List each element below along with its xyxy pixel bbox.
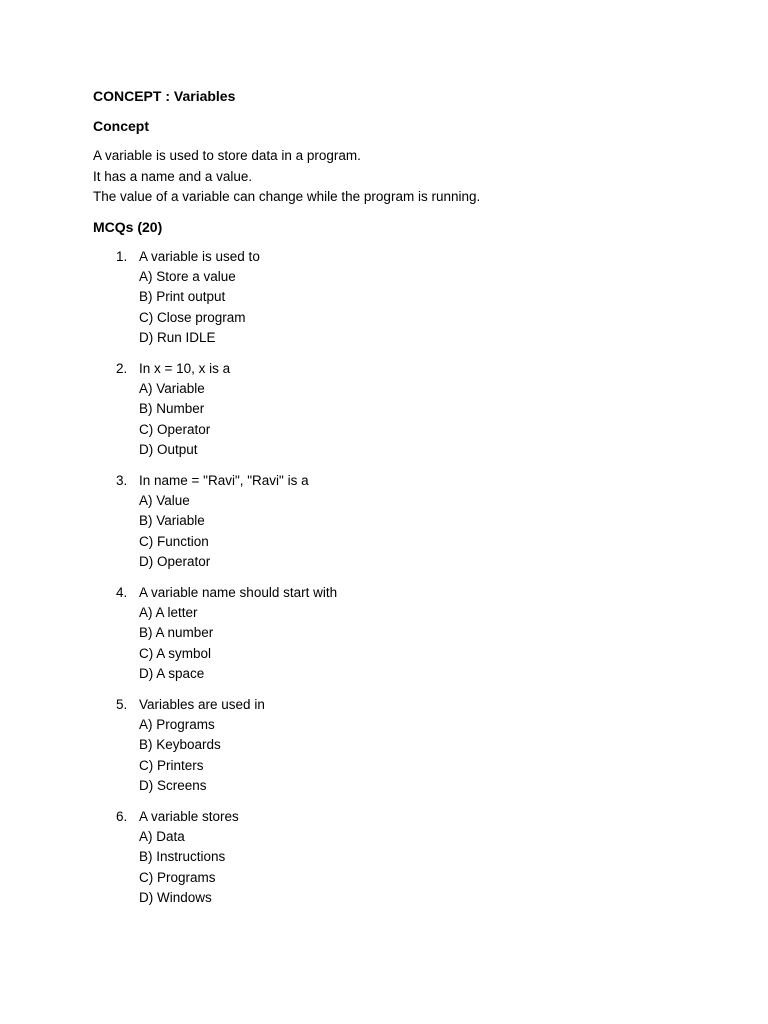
answer-option: D) Windows xyxy=(139,890,212,906)
question-list xyxy=(93,247,713,909)
answer-option: D) Output xyxy=(139,442,198,458)
question-text: Variables are used in xyxy=(139,696,265,712)
question-number: 1. xyxy=(116,248,128,264)
question-text: In name = "Ravi", "Ravi" is a xyxy=(139,472,309,488)
answer-option: A) Programs xyxy=(139,717,215,733)
question-item xyxy=(93,471,713,573)
question-text: In x = 10, x is a xyxy=(139,360,231,376)
question-item xyxy=(93,359,713,461)
answer-option: A) Value xyxy=(139,492,190,508)
answer-option: D) Run IDLE xyxy=(139,330,216,346)
answer-option: B) Number xyxy=(139,401,205,417)
question-item xyxy=(93,807,713,909)
question-text: A variable is used to xyxy=(139,248,260,264)
answer-option: C) Programs xyxy=(139,869,216,885)
answer-option: A) Store a value xyxy=(139,268,236,284)
document-page xyxy=(93,86,713,919)
question-number: 2. xyxy=(116,360,128,376)
mcq-heading: MCQs (20) xyxy=(93,218,163,235)
question-text: A variable name should start with xyxy=(139,584,338,600)
answer-option: A) Data xyxy=(139,829,185,845)
question-number: 6. xyxy=(116,808,128,824)
concept-paragraph xyxy=(93,146,713,208)
answer-option: C) Operator xyxy=(139,421,211,437)
concept-heading: Concept xyxy=(93,118,149,134)
question-number: 4. xyxy=(116,584,128,600)
concept-line: A variable is used to store data in a program. xyxy=(93,148,361,163)
concept-line: The value of a variable can change while the program is running. xyxy=(93,189,481,204)
answer-option: B) Print output xyxy=(139,289,226,305)
answer-option: B) Instructions xyxy=(139,849,226,865)
question-text: A variable stores xyxy=(139,808,239,824)
answer-option: C) Function xyxy=(139,533,209,549)
answer-option: C) A symbol xyxy=(139,645,212,661)
answer-option: D) Screens xyxy=(139,778,207,794)
page-title: CONCEPT : Variables xyxy=(93,88,236,104)
concept-line: It has a name and a value. xyxy=(93,168,253,184)
answer-option: B) A number xyxy=(139,625,214,641)
answer-option: C) Printers xyxy=(139,757,204,773)
answer-option: B) Variable xyxy=(139,513,205,529)
question-item xyxy=(93,247,713,349)
question-number: 3. xyxy=(116,472,128,488)
question-item xyxy=(93,695,713,797)
question-number: 5. xyxy=(116,696,128,712)
answer-option: C) Close program xyxy=(139,309,246,325)
question-item xyxy=(93,583,713,685)
answer-option: D) Operator xyxy=(139,554,211,570)
answer-option: A) A letter xyxy=(139,605,198,620)
answer-option: B) Keyboards xyxy=(139,737,221,753)
answer-option: D) A space xyxy=(139,666,205,682)
answer-option: A) Variable xyxy=(139,380,205,396)
